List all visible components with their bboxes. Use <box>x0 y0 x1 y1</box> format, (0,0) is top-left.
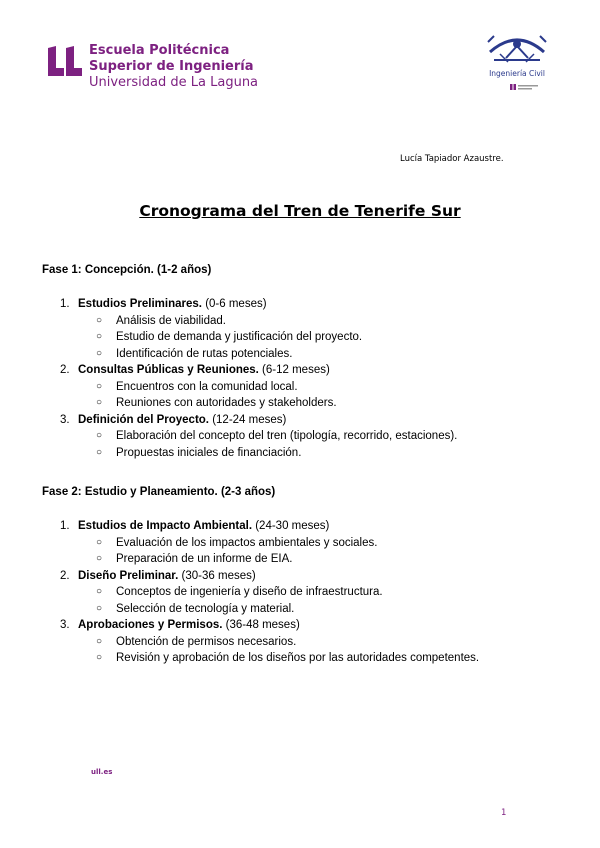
task-duration: (30-36 meses) <box>178 569 256 582</box>
task-header <box>42 362 562 379</box>
circle-bullet-icon: ○ <box>96 536 103 548</box>
task-number: 1. <box>60 520 70 532</box>
school-name-line2: Superior de Ingeniería <box>89 59 254 74</box>
list-item-text: Evaluación de los impactos ambientales y sociales. <box>116 536 378 549</box>
university-name: Universidad de La Laguna <box>89 75 259 90</box>
footer-url[interactable]: ull.es <box>91 768 113 776</box>
list-item-text: Propuestas iniciales de financiación. <box>116 446 302 459</box>
list-item-text: Selección de tecnología y material. <box>116 602 295 615</box>
circle-bullet-icon: ○ <box>96 380 103 392</box>
list-item <box>42 445 562 462</box>
list-item <box>42 313 562 330</box>
list-item <box>42 428 562 445</box>
civil-emblem-icon <box>484 32 550 66</box>
task-title: Estudios de Impacto Ambiental. <box>78 520 253 532</box>
phase-section-2 <box>42 484 562 667</box>
task-item <box>42 617 562 667</box>
task-title: Estudios Preliminares. <box>78 298 202 310</box>
task-number: 2. <box>60 364 70 376</box>
task-duration: (6-12 meses) <box>258 364 330 376</box>
circle-bullet-icon: ○ <box>96 553 103 564</box>
list-item <box>42 601 562 618</box>
civil-engineering-logo <box>480 32 554 91</box>
list-item <box>42 634 562 651</box>
task-duration: (24-30 meses) <box>252 520 330 532</box>
task-header <box>42 568 562 585</box>
circle-bullet-icon: ○ <box>96 314 103 326</box>
task-title: Aprobaciones y Permisos. <box>78 619 223 631</box>
list-item <box>42 535 562 552</box>
list-item <box>42 379 562 396</box>
list-item-text: Preparación de un informe de EIA. <box>116 553 293 565</box>
circle-bullet-icon: ○ <box>96 446 103 458</box>
list-item-text: Análisis de viabilidad. <box>116 314 226 327</box>
list-item-text: Conceptos de ingeniería y diseño de infraestructura. <box>116 586 383 598</box>
task-title: Diseño Preliminar. <box>78 569 179 582</box>
task-item <box>42 568 562 618</box>
list-item-text: Elaboración del concepto del tren (tipología, recorrido, estaciones). <box>116 430 458 442</box>
task-item <box>42 296 562 362</box>
task-item <box>42 362 562 412</box>
list-item <box>42 551 562 568</box>
task-item <box>42 518 562 568</box>
circle-bullet-icon: ○ <box>96 430 103 441</box>
circle-bullet-icon: ○ <box>96 635 103 647</box>
list-item <box>42 584 562 601</box>
task-number: 1. <box>60 298 70 310</box>
page-title: Cronograma del Tren de Tenerife Sur <box>139 202 461 220</box>
ull-small-logo-icon <box>510 83 540 91</box>
circle-bullet-icon: ○ <box>96 586 103 597</box>
school-name-block <box>89 43 258 91</box>
list-item-text: Identificación de rutas potenciales. <box>116 347 293 360</box>
task-header <box>42 296 562 313</box>
task-title: Consultas Públicas y Reuniones. <box>78 364 259 376</box>
list-item-text: Revisión y aprobación de los diseños por las autoridades competentes. <box>116 652 480 664</box>
task-number: 3. <box>60 413 70 426</box>
list-item-text: Encuentros con la comunidad local. <box>116 380 298 393</box>
task-list <box>42 518 562 667</box>
phase-heading: Fase 1: Concepción. (1-2 años) <box>42 264 212 276</box>
school-name-line1: Escuela Politécnica <box>89 43 230 58</box>
list-item <box>42 650 562 667</box>
university-logo <box>48 43 258 91</box>
task-item <box>42 412 562 462</box>
list-item <box>42 346 562 363</box>
circle-bullet-icon: ○ <box>96 397 103 408</box>
page-number: 1 <box>501 808 507 818</box>
list-item-text: Obtención de permisos necesarios. <box>116 635 297 648</box>
task-number: 2. <box>60 569 70 582</box>
list-item-text: Reuniones con autoridades y stakeholders. <box>116 397 337 409</box>
circle-bullet-icon: ○ <box>96 652 103 663</box>
circle-bullet-icon: ○ <box>96 602 103 614</box>
task-duration: (12-24 meses) <box>209 413 287 426</box>
list-item-text: Estudio de demanda y justificación del proyecto. <box>116 331 363 343</box>
author-name: Lucía Tapiador Azaustre. <box>400 154 504 164</box>
task-header <box>42 412 562 429</box>
phase-section-1 <box>42 262 562 461</box>
circle-bullet-icon: ○ <box>96 347 103 359</box>
task-title: Definición del Proyecto. <box>78 413 209 426</box>
task-duration: (0-6 meses) <box>202 298 267 310</box>
list-item <box>42 395 562 412</box>
phase-heading: Fase 2: Estudio y Planeamiento. (2-3 años) <box>42 486 276 498</box>
task-header <box>42 518 562 535</box>
task-header <box>42 617 562 634</box>
task-number: 3. <box>60 619 70 631</box>
circle-bullet-icon: ○ <box>96 331 103 342</box>
task-list <box>42 296 562 461</box>
civil-logo-text: Ingeniería Civil <box>489 69 545 78</box>
task-duration: (36-48 meses) <box>222 619 300 631</box>
ull-logo-icon <box>48 46 82 76</box>
list-item <box>42 329 562 346</box>
